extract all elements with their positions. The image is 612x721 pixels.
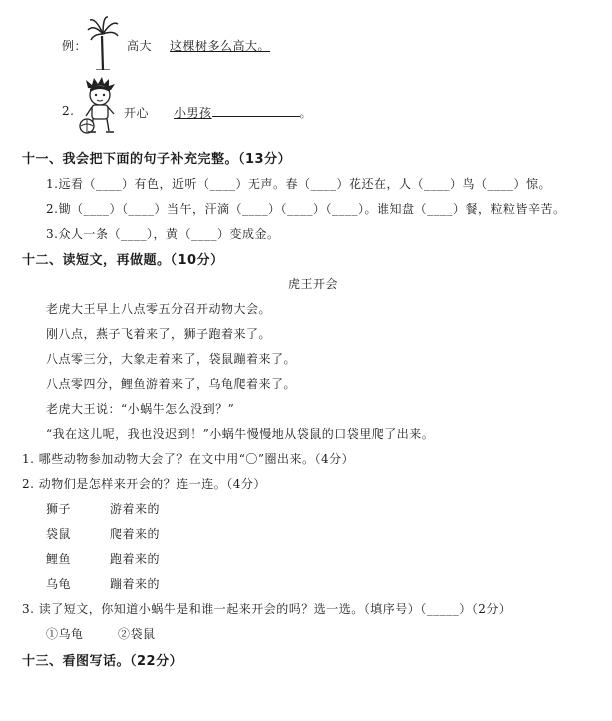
section-11-line-3: 3.众人一条（____），黄（____）变成金。	[46, 227, 280, 241]
match-right-3[interactable]: 跑着来的	[110, 552, 161, 566]
item2-answer-blank[interactable]	[212, 104, 300, 117]
item2-answer[interactable]	[174, 104, 312, 121]
passage-paragraph-6: “我在这儿呢，我也没迟到！”小蜗牛慢慢地从袋鼠的口袋里爬了出来。	[46, 427, 435, 441]
question-2: 2. 动物们是怎样来开会的？连一连。（4分）	[22, 477, 266, 491]
match-left-1[interactable]: 狮子	[46, 502, 72, 516]
passage-paragraph-5: 老虎大王说：“小蜗牛怎么没到？”	[46, 402, 235, 416]
passage-title: 虎王开会	[288, 277, 339, 291]
passage-paragraph-1: 老虎大王早上八点零五分召开动物大会。	[46, 302, 272, 316]
passage-paragraph-2: 刚八点，燕子飞着来了，狮子跑着来了。	[46, 327, 272, 341]
example-sentence: 这棵树多么高大。	[170, 39, 271, 53]
match-right-1[interactable]: 游着来的	[110, 502, 161, 516]
example-prefix: 例：	[62, 39, 88, 53]
match-right-4[interactable]: 蹦着来的	[110, 577, 161, 591]
q3-option-1[interactable]: ①乌龟	[46, 627, 84, 641]
passage-paragraph-4: 八点零四分，鲤鱼游着来了，乌龟爬着来了。	[46, 377, 297, 391]
match-left-3[interactable]: 鲤鱼	[46, 552, 72, 566]
question-1: 1. 哪些动物参加动物大会了？在文中用“〇”圈出来。（4分）	[22, 452, 355, 466]
match-left-2[interactable]: 袋鼠	[46, 527, 72, 541]
item2-word: 开心	[124, 106, 150, 120]
item2-number: 2.	[62, 104, 75, 118]
section-11-line-2: 2.锄（____）（____）当午，汗滴（____）（____）（____）。谁知盘（____）餐，粒粒皆辛苦。	[46, 202, 566, 216]
question-3: 3. 读了短文，你知道小蜗牛是和谁一起来开会的吗？选一选。（填序号）（_____）（2分）	[22, 602, 512, 616]
match-left-4[interactable]: 乌龟	[46, 577, 72, 591]
item2-answer-start: 小男孩	[174, 106, 212, 120]
example-word: 高大	[127, 39, 153, 53]
passage-paragraph-3: 八点零三分，大象走着来了，袋鼠蹦着来了。	[46, 352, 297, 366]
section-13-heading: 十三、看图写话。（22分）	[22, 654, 184, 669]
palm-tree-illustration	[86, 14, 120, 70]
match-right-2[interactable]: 爬着来的	[110, 527, 161, 541]
boy-with-ball-illustration	[78, 76, 122, 138]
q3-option-2[interactable]: ②袋鼠	[118, 627, 156, 641]
section-11-heading: 十一、我会把下面的句子补充完整。（13分）	[22, 152, 292, 167]
section-12-heading: 十二、读短文，再做题。（10分）	[22, 253, 224, 268]
section-11-line-1: 1.远看（____）有色，近听（____）无声。春（____）花还在，人（____）鸟（____）惊。	[46, 177, 551, 191]
item2-end: 。	[299, 106, 313, 120]
